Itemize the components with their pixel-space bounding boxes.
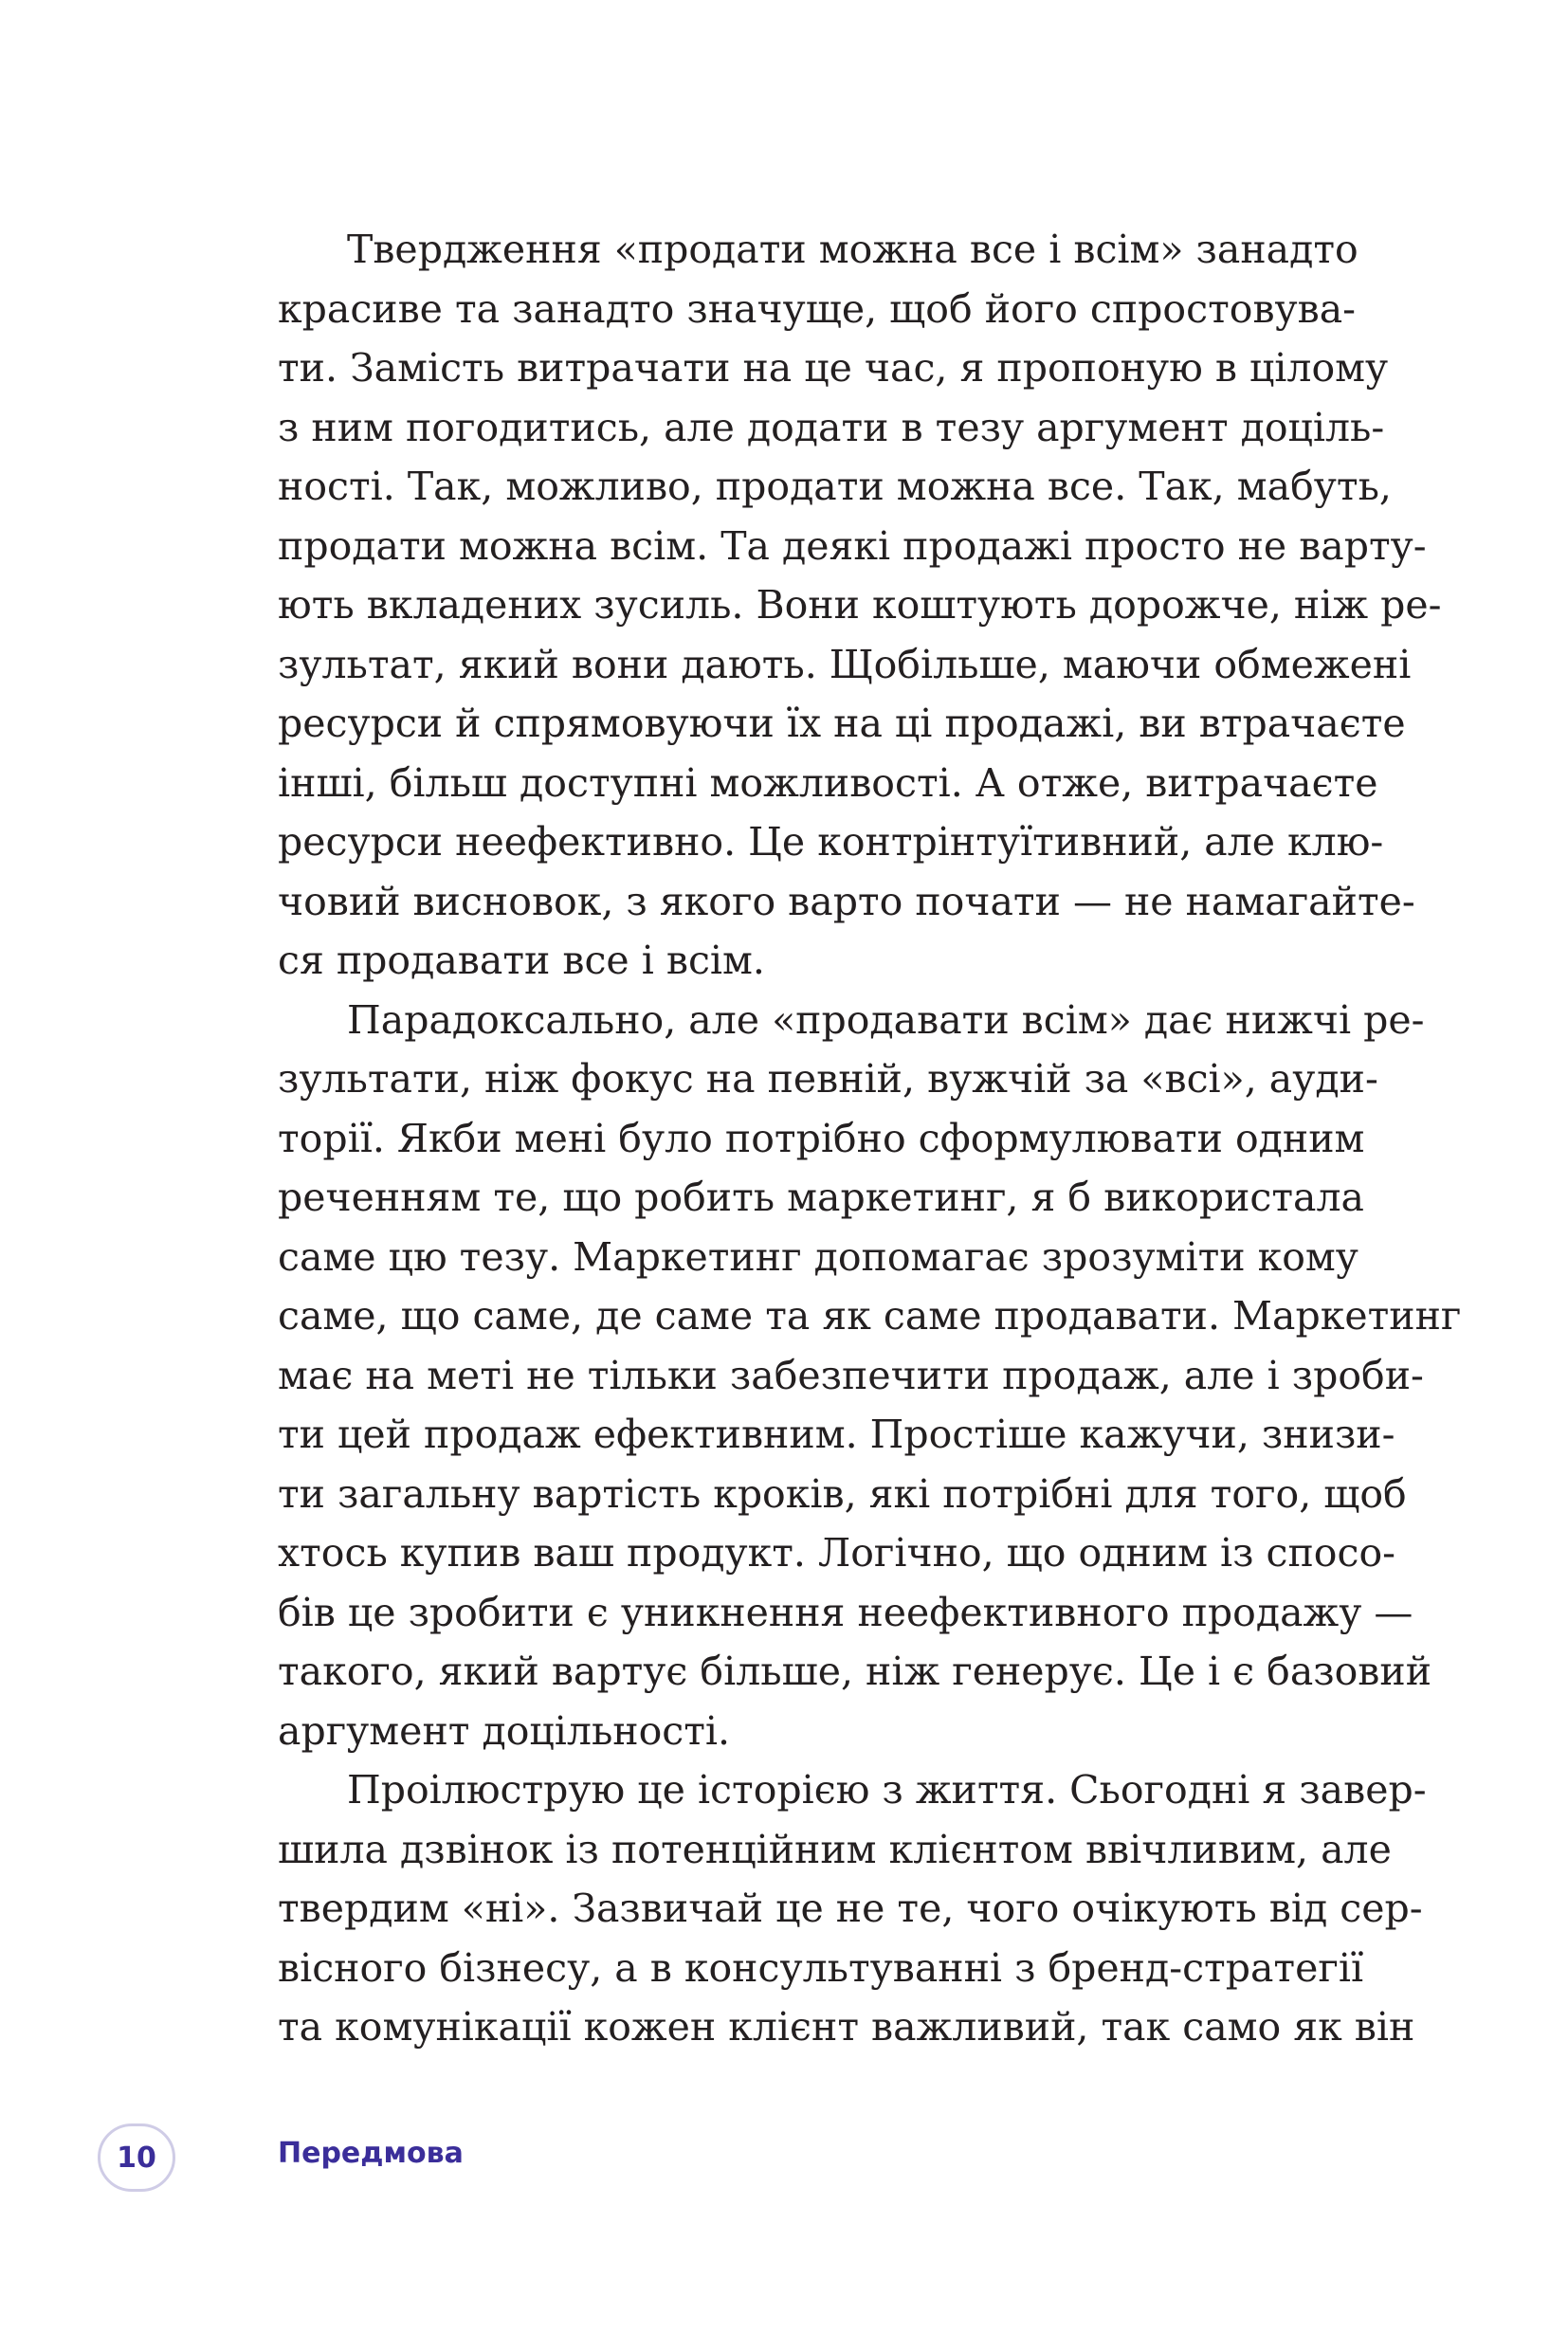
text-line: та комунікації кожен клієнт важливий, так само як він xyxy=(278,2004,1415,2050)
text-line: ресурси й спрямовуючи їх на ці продажі, ви втрачаєте xyxy=(278,701,1406,746)
text-line: ся продавати все і всім. xyxy=(278,938,765,983)
text-line: зультат, який вони дають. Щобільше, маючи обмежені xyxy=(278,641,1412,687)
text-line: красиве та занадто значуще, щоб його спростовува- xyxy=(278,285,1357,332)
text-line: інші, більш доступні можливості. А отже, витрачаєте xyxy=(278,759,1378,806)
text-line: реченням те, що робить маркетинг, я б використала xyxy=(278,1175,1364,1220)
text-line: Твердження «продати можна все і всім» занадто xyxy=(347,227,1358,272)
text-line: твердим «ні». Зазвичай це не те, чого очікують від сер- xyxy=(278,1886,1423,1931)
text-line: шила дзвінок із потенційним клієнтом ввічливим, але xyxy=(278,1826,1392,1872)
text-line: Парадоксально, але «продавати всім» дає нижчі ре- xyxy=(347,996,1425,1043)
text-line: Проілюструю це історією з життя. Сьогодні я завер- xyxy=(347,1767,1427,1813)
text-line: саме, що саме, де саме та як саме продавати. Маркетинг xyxy=(278,1293,1462,1339)
text-line: аргумент доцільності. xyxy=(278,1707,731,1754)
text-line: ти. Замість витрачати на це час, я пропоную в цілому xyxy=(278,345,1389,391)
text-line: ресурси неефективно. Це контрінтуїтивний, але клю- xyxy=(278,819,1384,865)
text-line: з ним погодитись, але додати в тезу аргумент доціль- xyxy=(278,404,1385,450)
section-title: Передмова xyxy=(278,2137,464,2170)
text-line: має на меті не тільки забезпечити продаж, але і зроби- xyxy=(278,1352,1424,1398)
text-line: продати можна всім. Та деякі продажі просто не варту- xyxy=(278,522,1427,569)
page-footer xyxy=(0,2123,1568,2199)
page-number-badge: 10 xyxy=(98,2123,175,2192)
text-line: ти цей продаж ефективним. Простіше кажучи, знизи- xyxy=(278,1412,1395,1457)
text-line: ти загальну вартість кроків, які потрібні для того, щоб xyxy=(278,1470,1407,1517)
text-line: вісного бізнесу, а в консультуванні з бренд-стратегії xyxy=(278,1944,1364,1991)
text-line: бів це зробити є уникнення неефективного продажу — xyxy=(278,1589,1413,1635)
text-line: човий висновок, з якого варто почати — не намагайте- xyxy=(278,878,1415,924)
text-line: зультати, ніж фокус на певній, вужчій за «всі», ауди- xyxy=(278,1056,1378,1102)
body-text xyxy=(278,220,1462,2057)
text-line: такого, який вартує більше, ніж генерує. Це і є базовий xyxy=(278,1649,1432,1694)
text-line: ності. Так, можливо, продати можна все. Так, мабуть, xyxy=(278,464,1392,509)
text-line: хтось купив ваш продукт. Логічно, що одним із спосо- xyxy=(278,1530,1395,1576)
text-line: ють вкладених зусиль. Вони коштують дорожче, ніж ре- xyxy=(278,582,1442,628)
text-line: торії. Якби мені було потрібно сформулювати одним xyxy=(278,1115,1365,1161)
text-line: саме цю тезу. Маркетинг допомагає зрозуміти кому xyxy=(278,1233,1358,1280)
